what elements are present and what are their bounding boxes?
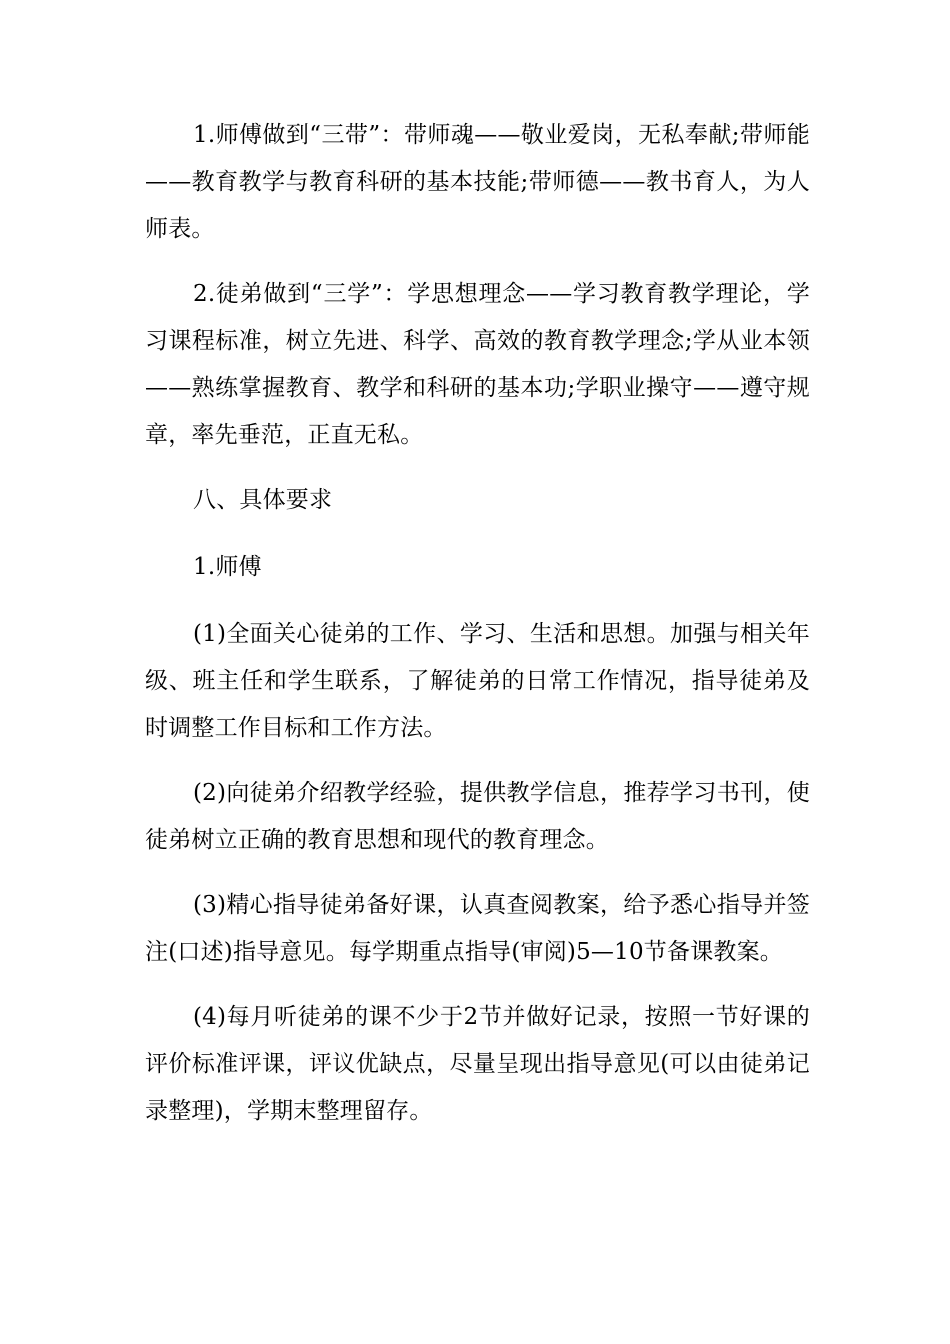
subheading-mentor: 1.师傅 [193,554,262,580]
document-body [145,112,810,1153]
paragraph-item-3: (3)精心指导徒弟备好课，认真查阅教案，给予悉心指导并签注(口述)指导意见。每学期重点指导(审阅)5—10节备课教案。 [145,892,810,965]
paragraph-item-4: (4)每月听徒弟的课不少于2节并做好记录，按照一节好课的评价标准评课，评议优缺点，尽量呈现出指导意见(可以由徒弟记录整理)，学期末整理留存。 [145,1004,810,1124]
paragraph-three-dai: 1.师傅做到“三带”：带师魂——敬业爱岗，无私奉献;带师能——教育教学与教育科研的基本技能;带师德——教书育人，为人师表。 [145,122,810,242]
paragraph-item-1: (1)全面关心徒弟的工作、学习、生活和思想。加强与相关年级、班主任和学生联系，了解徒弟的日常工作情况，指导徒弟及时调整工作目标和工作方法。 [145,621,810,741]
section-heading-requirements: 八、具体要求 [193,487,333,513]
paragraph-item-2: (2)向徒弟介绍教学经验，提供教学信息，推荐学习书刊，使徒弟树立正确的教育思想和现代的教育理念。 [145,780,810,853]
paragraph-three-xue: 2.徒弟做到“三学”：学思想理念——学习教育教学理论，学习课程标准，树立先进、科学、高效的教育教学理念;学从业本领——熟练掌握教育、教学和科研的基本功;学职业操守——遵守规章，率先垂范，正直无私。 [145,281,810,448]
